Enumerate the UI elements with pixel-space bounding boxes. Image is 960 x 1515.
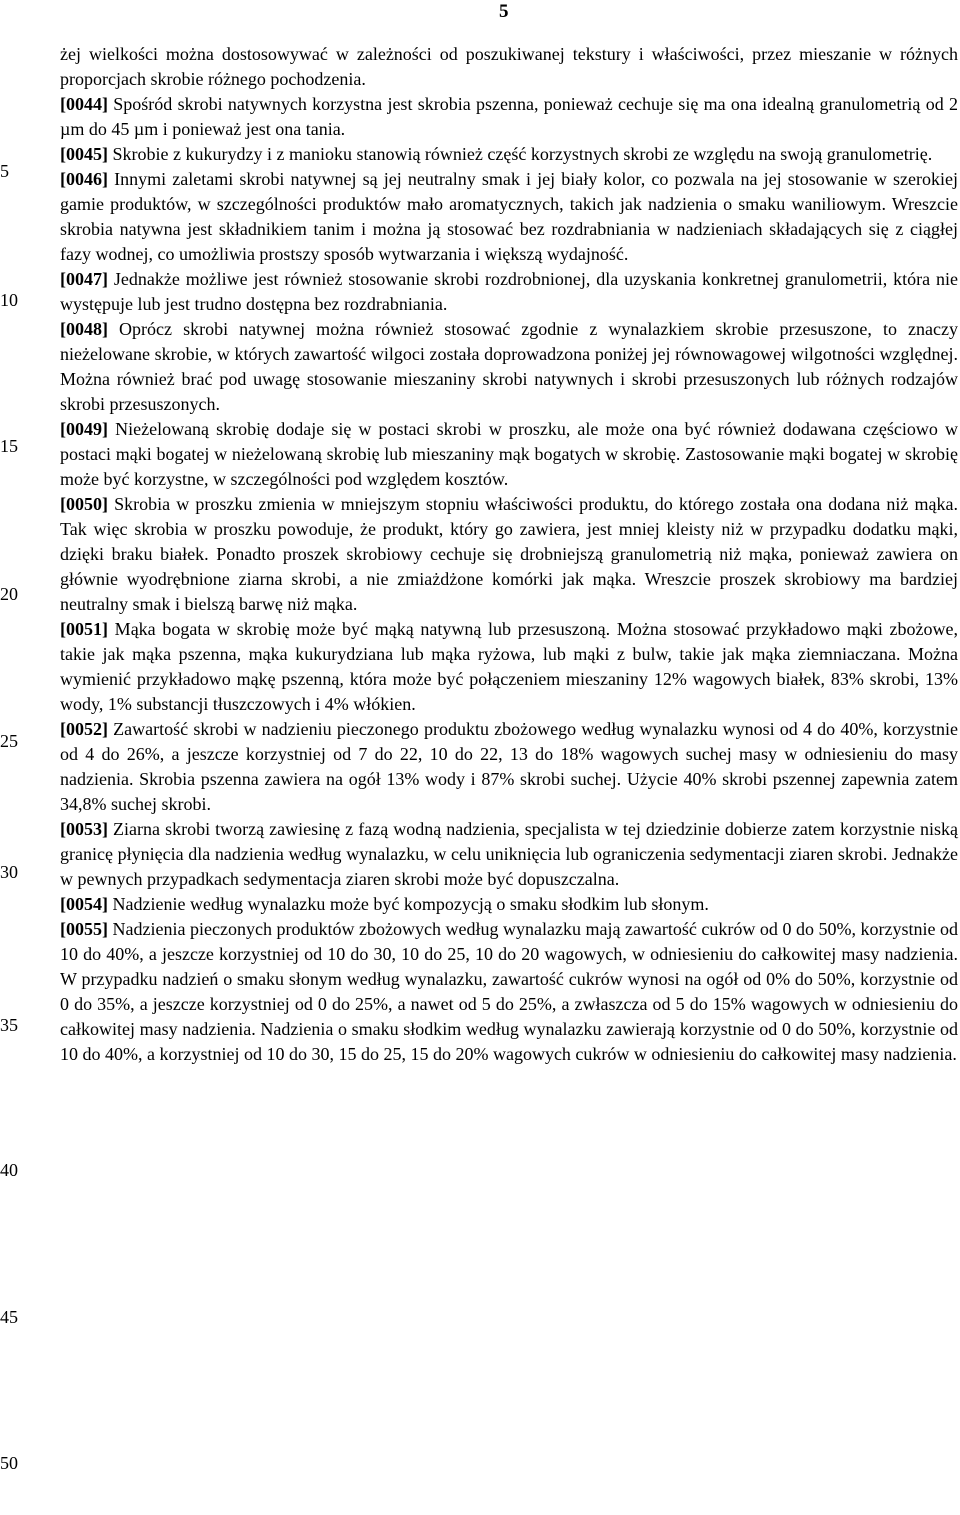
paragraph-tag: [0050]: [60, 494, 108, 514]
paragraph-text: Innymi zaletami skrobi natywnej są jej neutralny smak i jej biały kolor, co pozwala na jej stosowanie w szerokiej gamie produktów, w szczególności produktów mało aromatycznych, takich jak nadzienia o smaku waniliowym. Wreszcie skrobia natywna jest składnikiem tanim i można ją stosować bez rozdrabniania w nadzieniach składających się z ciągłej fazy wodnej, co umożliwia prostszy sposób wytwarzania i większą wydajność.: [60, 169, 958, 264]
paragraph-text: Skrobia w proszku zmienia w mniejszym stopniu właściwości produktu, do którego została ona dodana niż mąka. Tak więc skrobia w proszku powoduje, że produkt, który go zawiera, jest mniej kleisty niż w przypadku dodatku mąki, dzięki braku białek. Ponadto proszek skrobiowy cechuje się drobniejszą granulometrią niż mąka, ponieważ zawiera on głównie wyodrębnione ziarna skrobi, a nie zmiażdżone komórki jak mąka. Wreszcie proszek skrobiowy ma bardziej neutralny smak i bielszą barwę niż mąka.: [60, 494, 958, 614]
paragraph-0051: [60, 617, 958, 717]
paragraph-0050: [60, 492, 958, 617]
paragraph-text: Mąka bogata w skrobię może być mąką natywną lub przesuszoną. Można stosować przykładowo mąki zbożowe, takie jak mąka pszenna, mąka kukurydziana lub mąka ryżowa, lub mąki z bulw, takie jak mąka ziemniaczana. Można wymienić przykładowo mąkę pszenną, która może być połączeniem mieszaniny 12% wagowych białek, 83% skrobi, 13% wody, 1% substancji tłuszczowych i 4% włókien.: [60, 619, 958, 714]
paragraph-tag: [0048]: [60, 319, 108, 339]
paragraph-0047: [60, 267, 958, 317]
paragraph-tag: [0051]: [60, 619, 108, 639]
paragraph-0053: [60, 817, 958, 892]
paragraph-tag: [0047]: [60, 269, 108, 289]
paragraph-text: Skrobie z kukurydzy i z manioku stanowią również część korzystnych skrobi ze względu na swoją granulometrię.: [108, 144, 933, 164]
document-body: [60, 42, 958, 1067]
line-number: 50: [0, 1453, 18, 1473]
paragraph-0044: [60, 92, 958, 142]
paragraph-text: Zawartość skrobi w nadzieniu pieczonego produktu zbożowego według wynalazku wynosi od 4 do 40%, korzystnie od 4 do 26%, a jeszcze korzystniej od 7 do 22, 10 do 22, 13 do 18% wagowych suchej masy w odniesieniu do masy nadzienia. Skrobia pszenna zawiera na ogół 13% wody i 87% skrobi suchej. Użycie 40% skrobi pszennej zapewnia zatem 34,8% suchej skrobi.: [60, 719, 958, 814]
paragraph-tag: [0045]: [60, 144, 108, 164]
paragraph-tag: [0044]: [60, 94, 108, 114]
paragraph-0055: [60, 917, 958, 1067]
paragraph-0045: [60, 142, 958, 167]
paragraph-tag: [0054]: [60, 894, 108, 914]
paragraph-text: Ziarna skrobi tworzą zawiesinę z fazą wodną nadzienia, specjalista w tej dziedzinie dobierze zatem korzystnie niską granicę płynięcia dla nadzienia według wynalazku, w celu uniknięcia lub ograniczenia sedymentacji ziaren skrobi. Jednakże w pewnych przypadkach sedymentacja ziaren skrobi może być dopuszczalna.: [60, 819, 958, 889]
paragraph-0049: [60, 417, 958, 492]
paragraph-text: żej wielkości można dostosowywać w zależności od poszukiwanej tekstury i właściwości, przez mieszanie w różnych proporcjach skrobie różnego pochodzenia.: [60, 44, 958, 89]
paragraph-tag: [0046]: [60, 169, 108, 189]
paragraph-0052: [60, 717, 958, 817]
line-number: 45: [0, 1307, 18, 1327]
page-number: 5: [499, 1, 509, 22]
paragraph-text: Spośród skrobi natywnych korzystna jest skrobia pszenna, ponieważ cechuje się ma ona idealną granulometrią od 2 µm do 45 µm i ponieważ jest ona tania.: [60, 94, 958, 139]
line-number: 35: [0, 1015, 18, 1035]
paragraph-tag: [0049]: [60, 419, 108, 439]
paragraph-text: Nieżelowaną skrobię dodaje się w postaci skrobi w proszku, ale może ona być również dodawana częściowo w postaci mąki bogatej w nieżelowaną skrobię lub mieszaniny mąk bogatych w skrobię. Zastosowanie mąki bogatej w skrobię może być korzystne, w szczególności pod względem kosztów.: [60, 419, 958, 489]
paragraph-0046: [60, 167, 958, 267]
paragraph-0048: [60, 317, 958, 417]
paragraph-tag: [0053]: [60, 819, 108, 839]
line-number: 40: [0, 1160, 18, 1180]
paragraph-text: Oprócz skrobi natywnej można również stosować zgodnie z wynalazkiem skrobie przesuszone, to znaczy nieżelowane skrobie, w których zawartość wilgoci została doprowadzona poniżej jej równowagowej wilgotności względnej. Można również brać pod uwagę stosowanie mieszaniny skrobi natywnych i skrobi przesuszonych lub różnych rodzajów skrobi przesuszonych.: [60, 319, 958, 414]
line-number: 30: [0, 862, 18, 882]
paragraph-tag: [0052]: [60, 719, 108, 739]
paragraph-tag: [0055]: [60, 919, 108, 939]
paragraph: [60, 42, 958, 92]
paragraph-text: Nadzienie według wynalazku może być kompozycją o smaku słodkim lub słonym.: [108, 894, 709, 914]
paragraph-text: Nadzienia pieczonych produktów zbożowych według wynalazku mają zawartość cukrów od 0 do 50%, korzystnie od 10 do 40%, a jeszcze korzystniej od 10 do 30, 10 do 25, 10 do 20 wagowych, w odniesieniu do całkowitej masy nadzienia. W przypadku nadzień o smaku słonym według wynalazku, zawartość cukrów wynosi na ogół od 0% do 50%, korzystnie od 0 do 35%, a jeszcze korzystniej od 0 do 25%, a nawet od 5 do 25%, a zwłaszcza od 5 do 15% wagowych w odniesieniu do całkowitej masy nadzienia. Nadzienia o smaku słodkim według wynalazku zawierają korzystnie od 0 do 50%, korzystnie od 10 do 40%, a korzystniej od 10 do 30, 15 do 25, 15 do 20% wagowych cukrów w odniesieniu do całkowitej masy nadzienia.: [60, 919, 958, 1064]
paragraph-text: Jednakże możliwe jest również stosowanie skrobi rozdrobnionej, dla uzyskania konkretnej granulometrii, która nie występuje lub jest trudno dostępna bez rozdrabniania.: [60, 269, 958, 314]
line-number: 25: [0, 731, 18, 751]
line-number: 15: [0, 436, 18, 456]
line-number: 5: [0, 161, 9, 181]
line-number: 20: [0, 584, 18, 604]
line-number: 10: [0, 290, 18, 310]
paragraph-0054: [60, 892, 958, 917]
